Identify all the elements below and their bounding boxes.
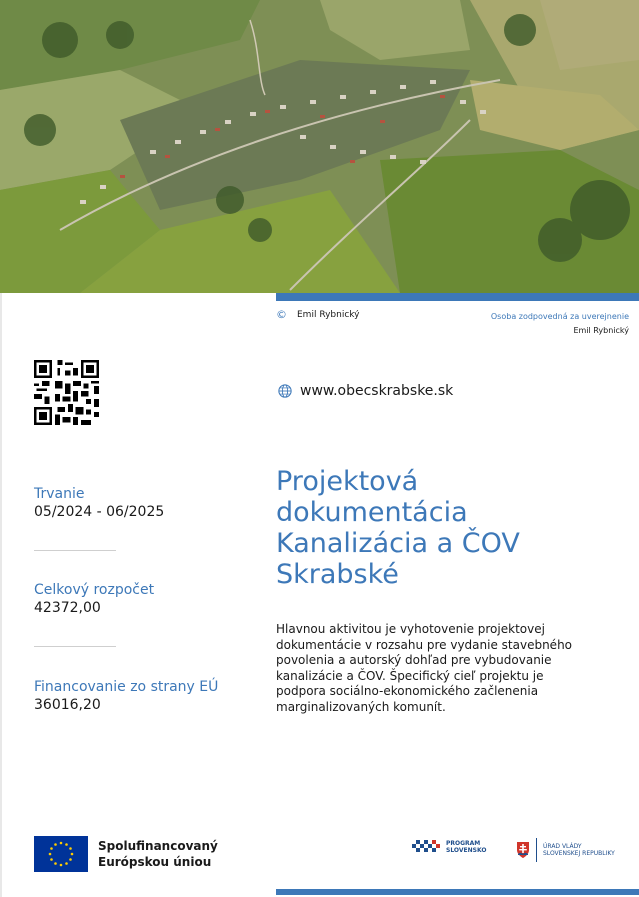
- left-border: [0, 293, 2, 897]
- fact-divider: [34, 646, 116, 647]
- logo-divider: [536, 838, 537, 862]
- government-text-line-2: SLOVENSKEJ REPUBLIKY: [543, 850, 615, 857]
- copyright-icon: ©: [276, 308, 287, 321]
- eu-text-line-2: Európskou úniou: [98, 855, 212, 869]
- fact-budget: [34, 582, 154, 617]
- qr-code-icon[interactable]: [34, 360, 99, 425]
- photo-credit: [276, 308, 360, 321]
- accent-bar-top: [276, 293, 639, 301]
- eu-cofunding-logo: [34, 836, 218, 872]
- checkered-flag-icon: [410, 838, 442, 856]
- program-text-line-2: SLOVENSKO: [446, 847, 487, 854]
- government-text-line-1: ÚRAD VLÁDY: [543, 843, 582, 850]
- title-line-1: Projektová: [276, 466, 419, 497]
- fact-eu-funding-value: 36016,20: [34, 697, 101, 713]
- globe-icon: [278, 384, 292, 398]
- fact-divider: [34, 550, 116, 551]
- photo-credit-author: Emil Rybnický: [297, 309, 360, 320]
- government-office-logo: [516, 838, 615, 862]
- program-slovensko-logo: [410, 838, 486, 856]
- fact-eu-funding: [34, 679, 218, 714]
- responsible-person: [491, 310, 629, 338]
- program-text-line-1: PROGRAM: [446, 840, 481, 847]
- title-line-4: Skrabské: [276, 559, 399, 590]
- aerial-village-photo: [0, 0, 639, 293]
- eu-flag-icon: [34, 836, 88, 872]
- slovak-coat-of-arms-icon: [516, 841, 530, 859]
- fact-eu-funding-label: Financovanie zo strany EÚ: [34, 679, 219, 695]
- responsible-name: Emil Rybnický: [573, 326, 629, 335]
- eu-text-line-1: Spolufinancovaný: [98, 839, 218, 853]
- fact-budget-label: Celkový rozpočet: [34, 582, 155, 598]
- fact-duration-value: 05/2024 - 06/2025: [34, 504, 165, 520]
- project-title: [276, 466, 616, 590]
- fact-budget-value: 42372,00: [34, 600, 101, 616]
- title-line-3: Kanalizácia a ČOV: [276, 528, 520, 559]
- responsible-label: Osoba zodpovedná za uverejnenie: [490, 312, 629, 321]
- accent-bar-bottom: [276, 889, 639, 895]
- website-url: www.obecskrabske.sk: [300, 383, 454, 399]
- fact-duration: [34, 486, 164, 521]
- project-description: Hlavnou aktivitou je vyhotovenie projektovej dokumentácie v rozsahu pre vydanie stavebného povolenia a autorský dohľad pre vybudovanie kanalizácie a ČOV. Špecifický cieľ projektu je podpora sociálno-ekonomického začlenenia marginalizovaných komunít.: [276, 622, 573, 714]
- title-line-2: dokumentácia: [276, 497, 468, 528]
- fact-duration-label: Trvanie: [34, 486, 85, 502]
- website-link[interactable]: [278, 383, 453, 399]
